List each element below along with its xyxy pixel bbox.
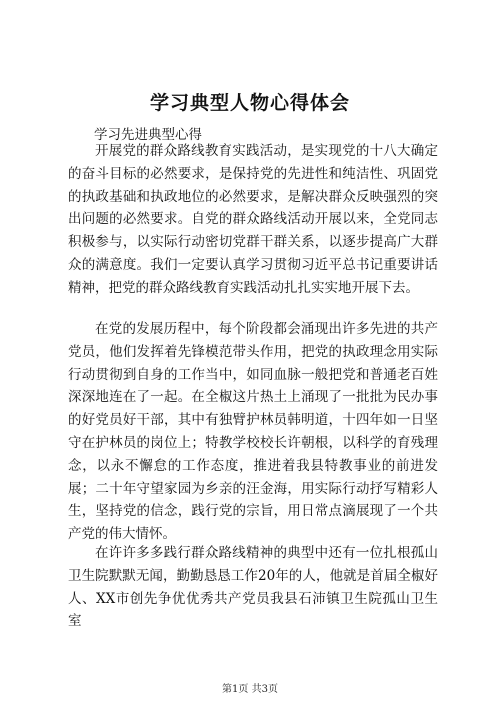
paragraph-3: 在许许多多践行群众路线精神的典型中还有一位扎根孤山卫生院默默无闻，勤勤恳恳工作20年的人，他就是首届全椒好人、XX市创先争优优秀共产党员我县石沛镇卫生院孤山卫生室 <box>68 545 438 630</box>
paragraph-2: 在党的发展历程中，每个阶段都会涌现出许多先进的共产党员，他们发挥着先锋模范带头作用，把党的执政理念用实际行动贯彻到自身的工作当中，如同血脉一般把党和普通老百姓深深地连在了一起。在全椒这片热土上涌现了一批批为民办事的好党员好干部，其中有独臂护林员韩明道，十四年如一日坚守在护林员的岗位上；特教学校校长许朝根，以科学的育残理念，以永不懈怠的工作态度，推进着我县特教事业的前进发展；二十年守望家园为乡亲的汪金海，用实际行动抒写精彩人生，坚持党的信念，践行党的宗旨，用日常点滴展现了一个共产党的伟大情怀。 <box>68 321 438 543</box>
paragraph-1: 开展党的群众路线教育实践活动，是实现党的十八大确定的奋斗目标的必然要求，是保持党的先进性和纯洁性、巩固党的执政基础和执政地位的必然要求，是解决群众反映强烈的突出问题的必然要求。自党的群众路线活动开展以来，全党同志积极参与，以实际行动密切党群干群关系，以逐步提高广大群众的满意度。我们一定要认真学习贯彻习近平总书记重要讲话精神，把党的群众路线教育实践活动扎扎实实地开展下去。 <box>68 143 438 296</box>
document-title: 学习典型人物心得体会 <box>149 92 350 114</box>
page-number-footer: 第1页 共3页 <box>222 684 278 695</box>
document-subtitle: 学习先进典型心得 <box>94 127 202 143</box>
